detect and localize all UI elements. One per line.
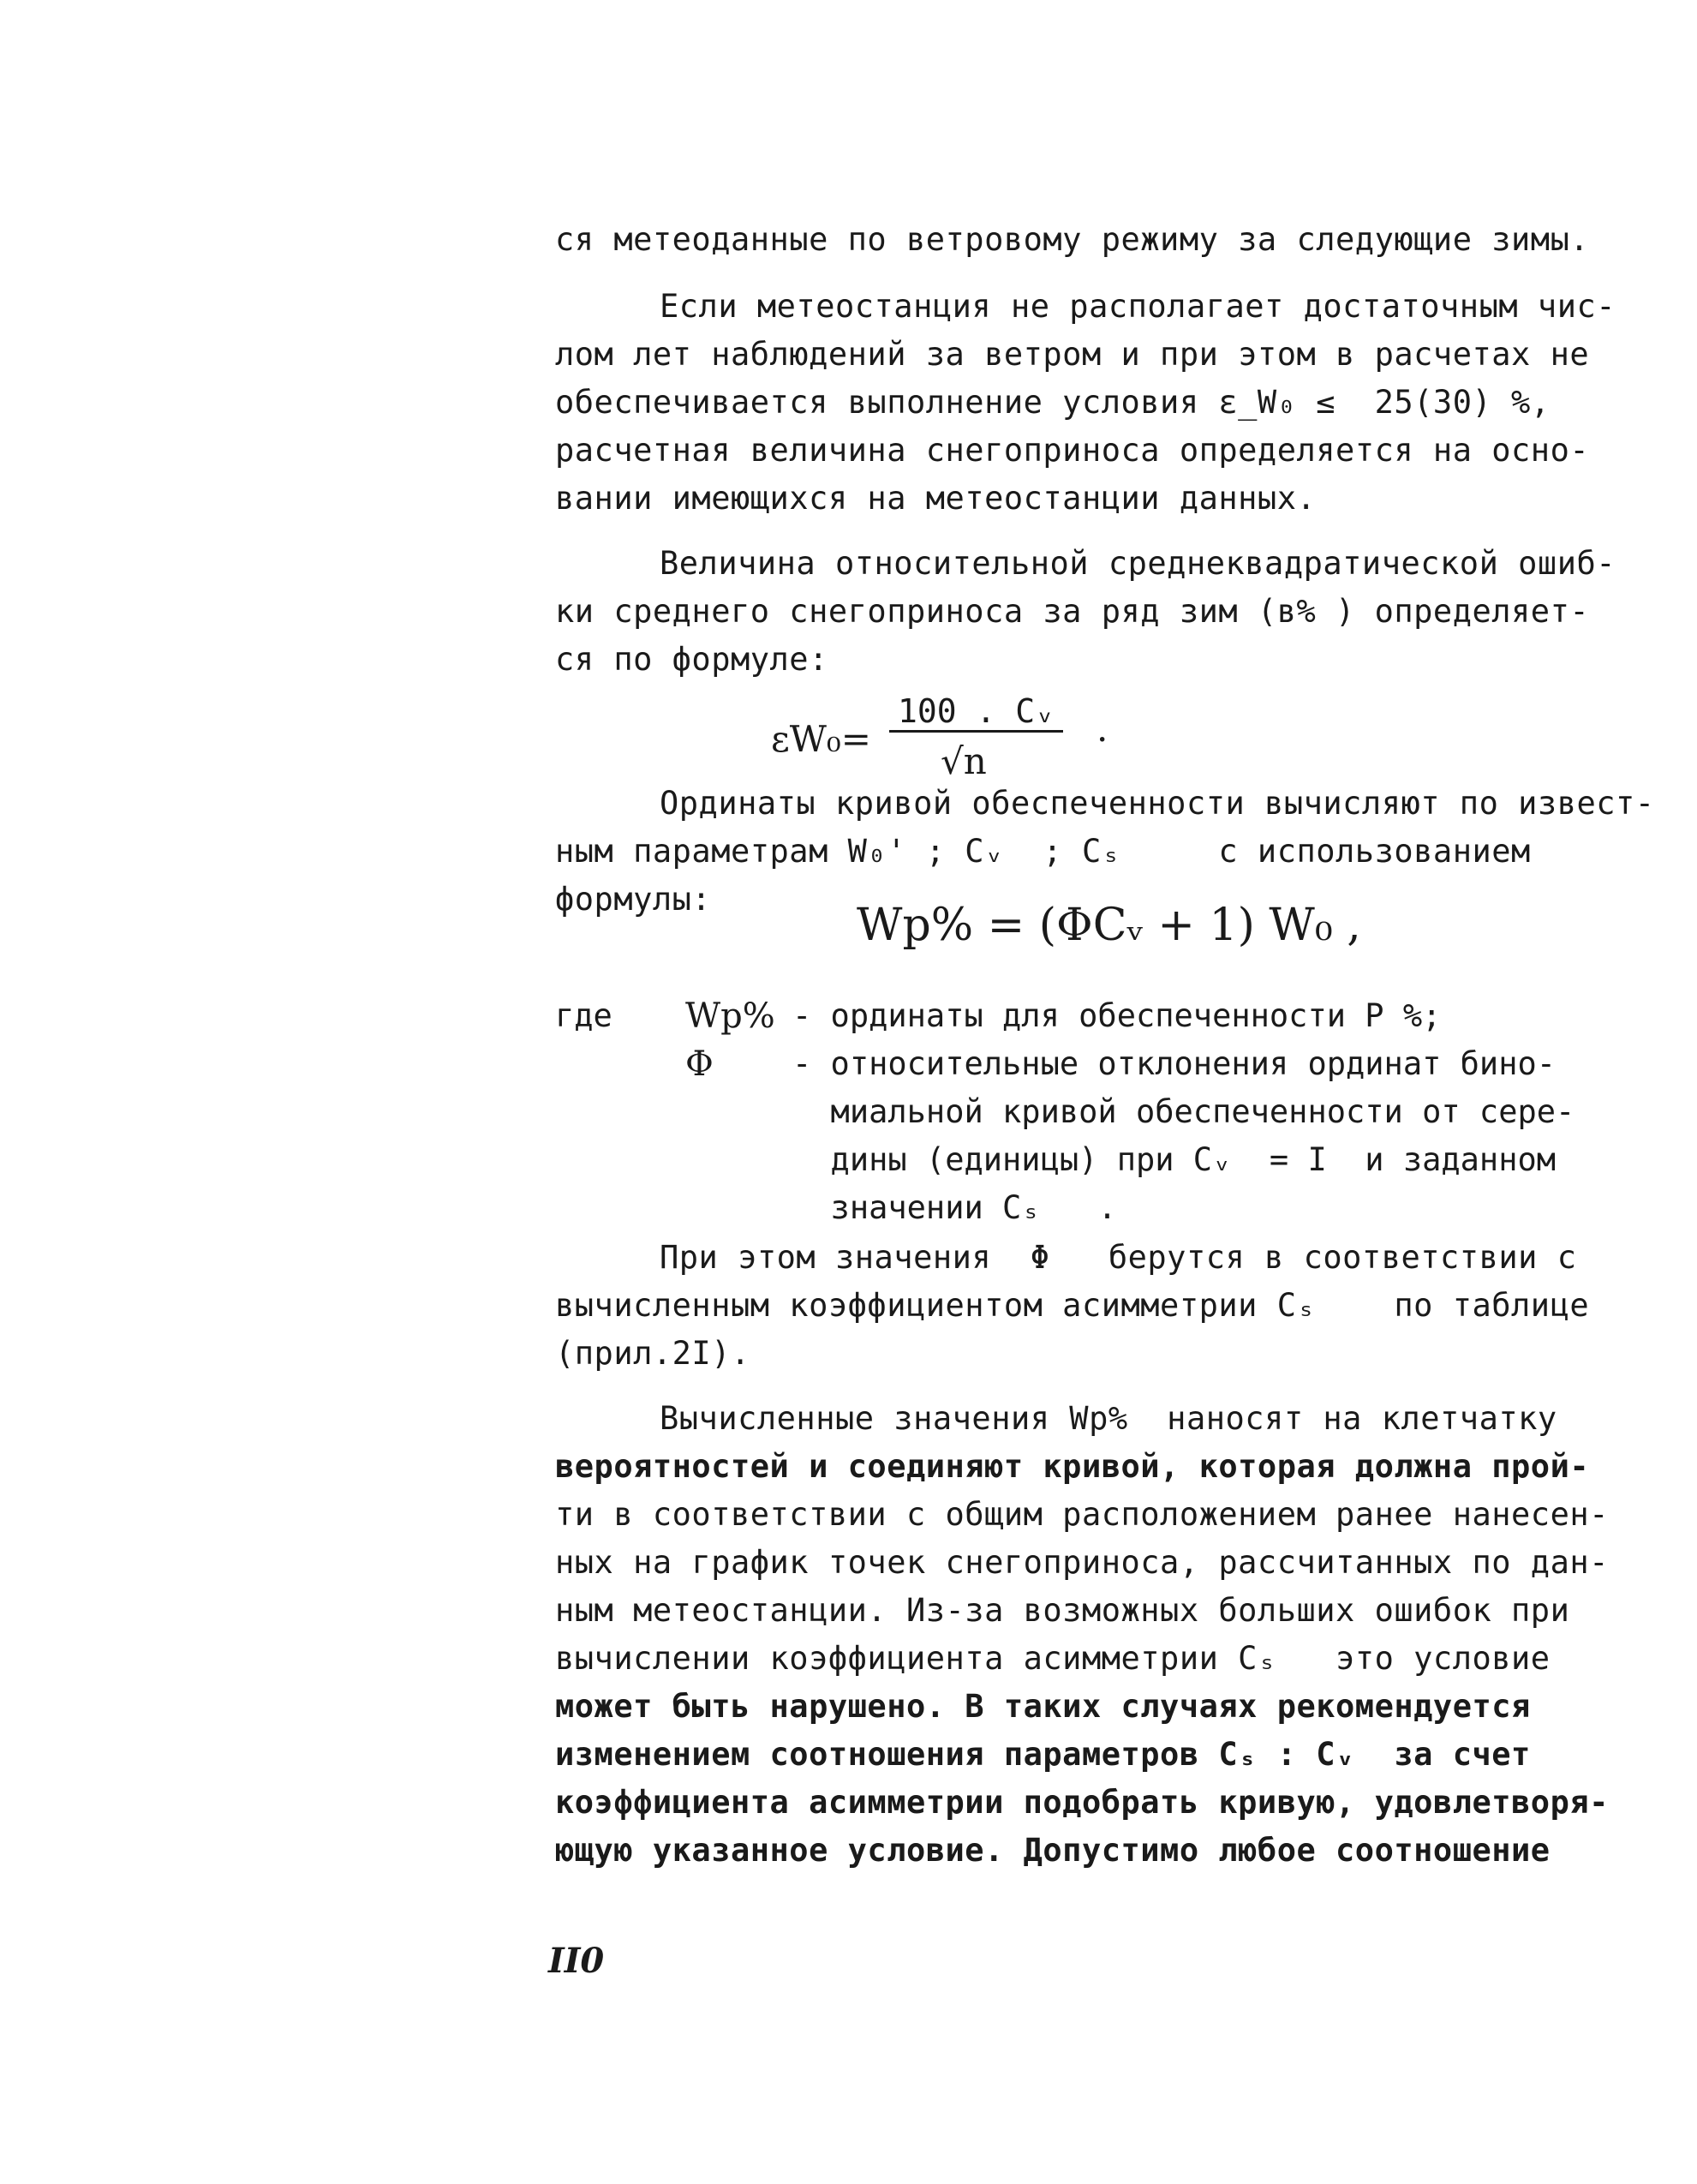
text-line: ся по формуле: [555,641,828,678]
formula-numerator: 100 . Cᵥ [889,692,1063,733]
text-line: может быть нарушено. В таких случаях рекомендуется [555,1688,1531,1725]
page-number: II0 [548,1941,605,1981]
ordinate-formula: Wp% = (ΦCᵥ + 1) W₀ , [857,900,1361,951]
text-line: вычисленным коэффициентом асимметрии Cₛ по таблице [555,1287,1590,1324]
text-line: Если метеостанция не располагает достаточным чис- [660,288,1616,325]
text-line: коэффициента асимметрии подобрать кривую, удовлетворя- [555,1784,1609,1821]
text-line: вычислении коэффициента асимметрии Cₛ это условие [555,1640,1551,1677]
definition-line: дины (единицы) при Cᵥ = I и заданном [792,1141,1557,1178]
text-line: вероятностей и соединяют кривой, которая должна прой- [555,1448,1590,1485]
text-line: ным параметрам W₀' ; Cᵥ ; Cₛ с использованием [555,833,1531,870]
text-line: ки среднего снегоприноса за ряд зим (в% ) определяет- [555,593,1590,630]
text-line: вании имеющихся на метеостанции данных. [555,480,1317,517]
definition-line: значении Cₛ . [792,1189,1117,1226]
symbol-wp: Wp% [685,996,775,1036]
definition-line: - относительные отклонения ординат бино- [792,1045,1557,1082]
text-line: Ординаты кривой обеспеченности вычисляют по извест- [660,785,1655,822]
where-label: где [555,997,612,1034]
text-line: расчетная величина снегоприноса определяется на осно- [555,432,1590,469]
text-line: Вычисленные значения Wp% наносят на клетчатку [660,1400,1557,1437]
text-line: лом лет наблюдений за ветром и при этом в расчетах не [555,336,1590,373]
text-line: ющую указанное условие. Допустимо любое соотношение [555,1832,1551,1869]
text-line: (прил.2I). [555,1335,750,1372]
definition-line: - ординаты для обеспеченности P %; [792,997,1442,1034]
text-line: ным метеостанции. Из-за возможных больших ошибок при [555,1592,1570,1629]
definition-line: миальной кривой обеспеченности от сере- [792,1093,1575,1130]
formula-denominator: √n [941,740,987,782]
formula-lhs: εW₀= [771,718,871,760]
text-line: ти в соответствии с общим расположением ранее нанесен- [555,1496,1609,1533]
text-line: ных на график точек снегоприноса, рассчитанных по дан- [555,1544,1609,1581]
symbol-phi: Φ [685,1044,714,1084]
text-line: При этом значения Φ берутся в соответствии с [660,1239,1577,1276]
text-line: ся метеоданные по ветровому режиму за следующие зимы. [555,221,1590,258]
formula-end: . [1096,708,1108,750]
text-line: формулы: [555,881,712,918]
text-line: обеспечивается выполнение условия ε_W₀ ≤ 25(30) %, [555,384,1551,421]
text-line: Величина относительной среднеквадратической ошиб- [660,545,1616,582]
text-line: изменением соотношения параметров Cₛ : Cᵥ за счет [555,1736,1531,1773]
